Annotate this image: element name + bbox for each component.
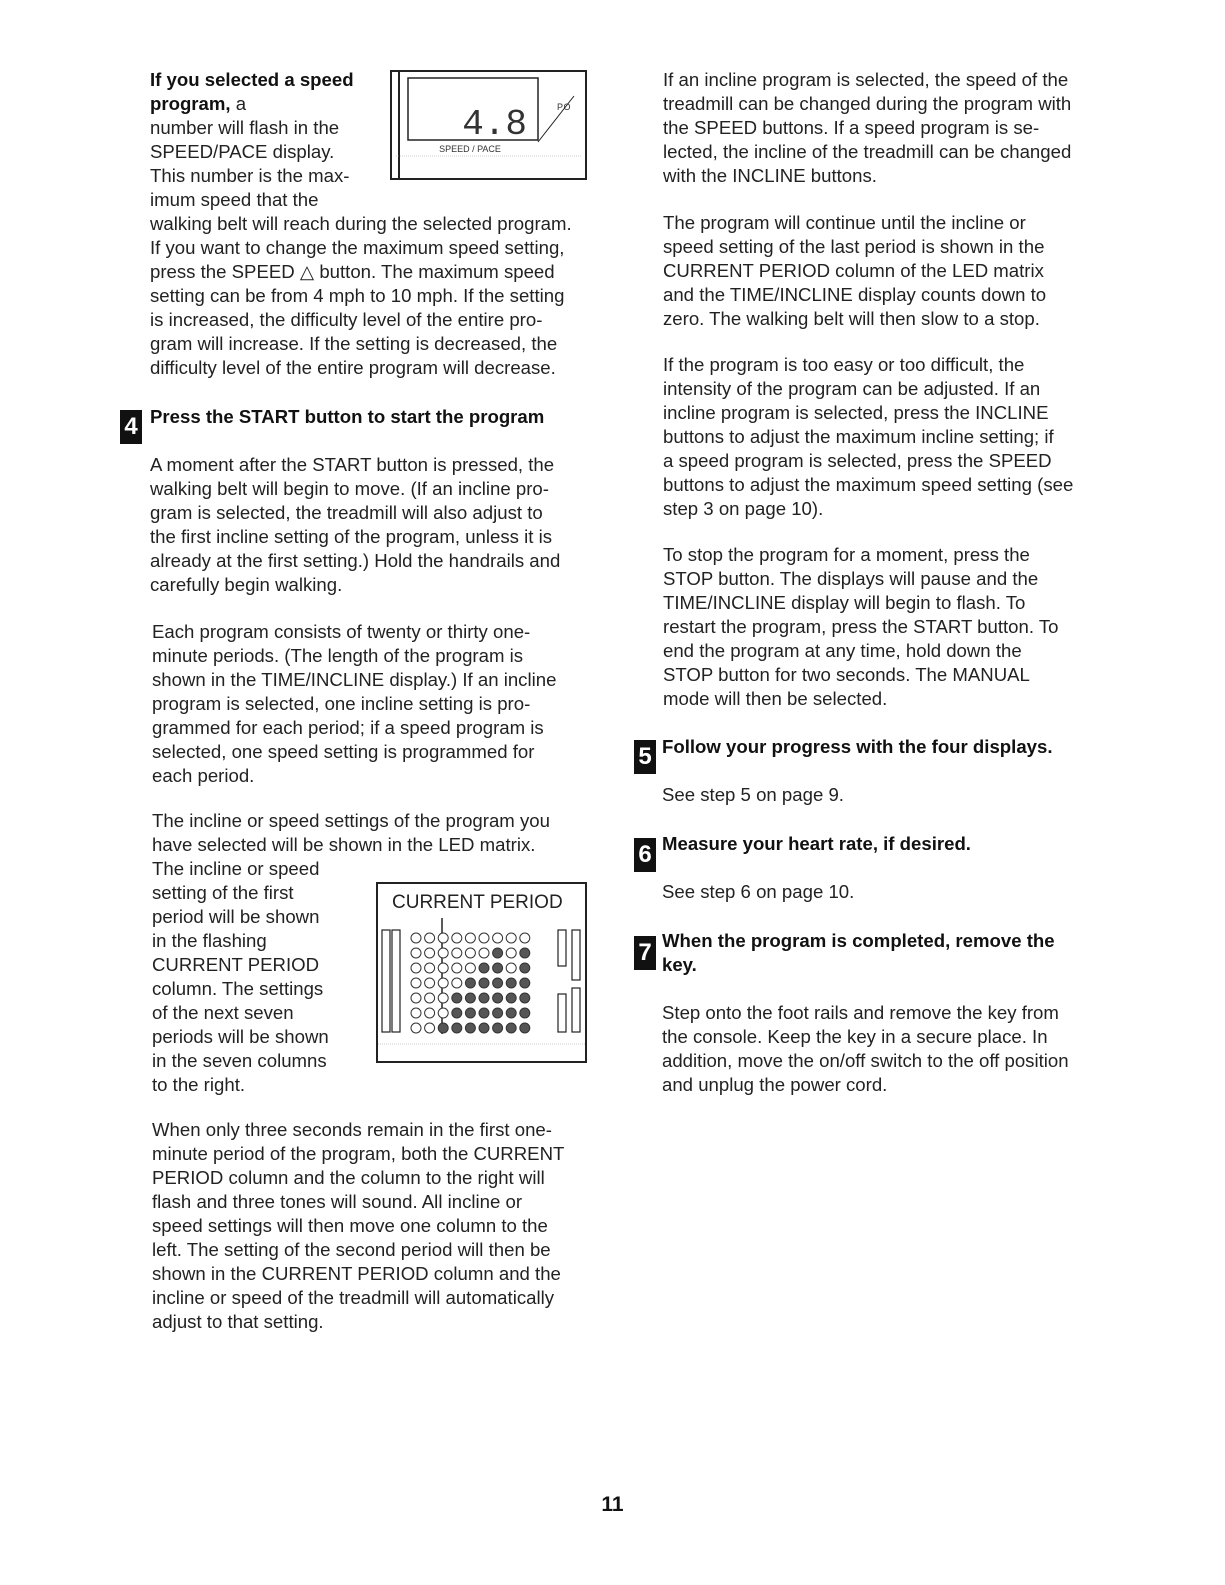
step-7-text — [662, 1001, 1112, 1097]
led-dot-lit — [438, 1023, 448, 1033]
cont-line: setting can be from 4 mph to 10 mph. If the setting — [150, 285, 565, 306]
led-dot — [452, 963, 462, 973]
text-line: To stop the program for a moment, press the — [663, 544, 1030, 565]
led-dot-lit — [479, 978, 489, 988]
led-dot-lit — [465, 978, 475, 988]
step-4-paragraph-4 — [152, 1118, 602, 1334]
text-line: with the INCLINE buttons. — [663, 165, 877, 186]
right-paragraph-3 — [663, 353, 1113, 521]
led-dot-lit — [520, 948, 530, 958]
led-dot-lit — [465, 1008, 475, 1018]
right-paragraph-1 — [663, 68, 1113, 188]
text-line: Each program consists of twenty or thirty one- — [152, 621, 531, 642]
step-5-badge: 5 — [634, 740, 656, 774]
step-7-heading — [662, 929, 1055, 977]
text-line: buttons to adjust the maximum incline setting; if — [663, 426, 1054, 447]
step-4-paragraph-1 — [150, 453, 600, 597]
text-line: shown in the TIME/INCLINE display.) If an incline — [152, 669, 557, 690]
speed-program-intro — [150, 68, 380, 212]
text-line: buttons to adjust the maximum speed setting (see — [663, 474, 1074, 495]
led-dot-lit — [479, 963, 489, 973]
text-line: step 3 on page 10). — [663, 498, 824, 519]
text-line: selected, one speed setting is programmed for — [152, 741, 535, 762]
text-line: flash and three tones will sound. All incline or — [152, 1191, 523, 1212]
text-line: in the flashing — [152, 930, 267, 951]
led-dot — [411, 948, 421, 958]
text-line: end the program at any time, hold down the — [663, 640, 1022, 661]
led-dot — [479, 948, 489, 958]
led-dot — [425, 978, 435, 988]
led-dot-lit — [493, 1023, 503, 1033]
text-line: Step onto the foot rails and remove the key from — [662, 1002, 1059, 1023]
text-line: grammed for each period; if a speed program is — [152, 717, 544, 738]
led-dot — [465, 963, 475, 973]
text-line: A moment after the START button is pressed, the — [150, 454, 555, 475]
led-dot — [506, 948, 516, 958]
step-6-text: See step 6 on page 10. — [662, 881, 855, 902]
right-paragraph-4 — [663, 543, 1113, 711]
led-dot-lit — [520, 978, 530, 988]
led-dot — [411, 1023, 421, 1033]
cont-line: is increased, the difficulty level of the entire pro- — [150, 309, 543, 330]
current-period-label: CURRENT PERIOD — [392, 892, 563, 913]
speed-program-continuation — [150, 212, 600, 380]
text-line: and unplug the power cord. — [662, 1074, 888, 1095]
text-line: the SPEED buttons. If a speed program is se- — [663, 117, 1040, 138]
led-dot — [520, 933, 530, 943]
text-line: period will be shown — [152, 906, 320, 927]
text-line: each period. — [152, 765, 255, 786]
text-line: CURRENT PERIOD — [152, 954, 320, 975]
text-line: PERIOD column and the column to the right will — [152, 1167, 545, 1188]
text-line: the first incline setting of the program, unless it is — [150, 526, 553, 547]
speed-pace-display — [392, 72, 585, 178]
text-line: STOP button. The displays will pause and the — [663, 568, 1039, 589]
led-dot — [411, 978, 421, 988]
led-dot-lit — [506, 978, 516, 988]
led-dot-lit — [506, 1023, 516, 1033]
text-line: a speed program is selected, press the SPEED — [663, 450, 1052, 471]
text-line: walking belt will begin to move. (If an incline pro- — [150, 478, 549, 499]
led-dot-lit — [493, 993, 503, 1003]
led-dot — [438, 978, 448, 988]
led-dot-lit — [506, 993, 516, 1003]
text-line: If the program is too easy or too difficult, the — [663, 354, 1025, 375]
led-dot-lit — [520, 1023, 530, 1033]
led-dot — [411, 993, 421, 1003]
heading-line: When the program is completed, remove the — [662, 930, 1055, 951]
text-line: zero. The walking belt will then slow to a stop. — [663, 308, 1040, 329]
text-line: column. The settings — [152, 978, 324, 999]
led-dot — [452, 978, 462, 988]
speed-program-lead: If you selected a speed program, — [150, 69, 354, 114]
text-line: minute periods. (The length of the program is — [152, 645, 524, 666]
step-6-badge: 6 — [634, 838, 656, 872]
led-dot — [411, 1008, 421, 1018]
cont-line: walking belt will reach during the selected program. — [150, 213, 572, 234]
text-line: incline program is selected, press the INCLINE — [663, 402, 1049, 423]
led-dot — [425, 1023, 435, 1033]
text-line: The program will continue until the incline or — [663, 212, 1026, 233]
display-digits: 4.8 — [462, 104, 527, 145]
text-line: intensity of the program can be adjusted. If an — [663, 378, 1041, 399]
led-dot-lit — [493, 963, 503, 973]
cont-line: difficulty level of the entire program will decrease. — [150, 357, 556, 378]
led-dot-lit — [493, 1008, 503, 1018]
led-dot-lit — [493, 948, 503, 958]
text-line: If an incline program is selected, the speed of the — [663, 69, 1069, 90]
display-aux: PO — [557, 102, 572, 112]
intro-line: SPEED/PACE display. — [150, 141, 335, 162]
heading-line: key. — [662, 954, 697, 975]
led-matrix-figure — [376, 882, 587, 1063]
text-line: setting of the first — [152, 882, 294, 903]
text-line: adjust to that setting. — [152, 1311, 324, 1332]
led-dot-lit — [452, 1023, 462, 1033]
text-line: in the seven columns — [152, 1050, 327, 1071]
led-dot — [425, 933, 435, 943]
led-dot — [465, 948, 475, 958]
text-line: speed settings will then move one column to the — [152, 1215, 548, 1236]
step-4-badge: 4 — [120, 410, 142, 444]
page-number: 11 — [601, 1493, 624, 1516]
intro-line: This number is the max- — [150, 165, 350, 186]
step-5-heading: Follow your progress with the four displays. — [662, 736, 1053, 757]
text-line: lected, the incline of the treadmill can be changed — [663, 141, 1072, 162]
led-dot-lit — [520, 963, 530, 973]
led-dot — [438, 993, 448, 1003]
led-dot-lit — [520, 993, 530, 1003]
led-matrix — [378, 884, 585, 1061]
text-line: TIME/INCLINE display will begin to flash. To — [663, 592, 1026, 613]
display-label: SPEED / PACE — [439, 144, 501, 154]
right-paragraph-2 — [663, 211, 1113, 331]
led-dot — [465, 933, 475, 943]
intro-line: imum speed that the — [150, 189, 319, 210]
led-dot — [438, 948, 448, 958]
text-line: addition, move the on/off switch to the off position — [662, 1050, 1069, 1071]
led-dot — [452, 948, 462, 958]
text-line: of the next seven — [152, 1002, 294, 1023]
text-line: the console. Keep the key in a secure place. In — [662, 1026, 1048, 1047]
text-line: to the right. — [152, 1074, 246, 1095]
text-line: already at the first setting.) Hold the handrails and — [150, 550, 561, 571]
intro-line: a — [235, 93, 247, 114]
led-dot — [438, 963, 448, 973]
step-7-badge: 7 — [634, 936, 656, 970]
led-dot — [479, 933, 489, 943]
led-dot-lit — [452, 1008, 462, 1018]
text-line: incline or speed of the treadmill will automatically — [152, 1287, 555, 1308]
text-line: The incline or speed — [152, 858, 320, 879]
cont-line: If you want to change the maximum speed setting, — [150, 237, 565, 258]
step-5-text: See step 5 on page 9. — [662, 784, 844, 805]
text-line: minute period of the program, both the CURRENT — [152, 1143, 565, 1164]
text-line: treadmill can be changed during the program with — [663, 93, 1072, 114]
step-6-heading: Measure your heart rate, if desired. — [662, 833, 971, 854]
text-line: have selected will be shown in the LED matrix. — [152, 834, 536, 855]
text-line: program is selected, one incline setting is pro- — [152, 693, 531, 714]
led-dot-lit — [479, 1023, 489, 1033]
led-dot — [506, 963, 516, 973]
intro-line: number will flash in the — [150, 117, 340, 138]
led-dot-lit — [479, 1008, 489, 1018]
cont-line: gram will increase. If the setting is decreased, the — [150, 333, 558, 354]
led-dot-lit — [520, 1008, 530, 1018]
led-dot-lit — [465, 993, 475, 1003]
speed-pace-display-figure — [390, 70, 587, 180]
led-dot — [425, 948, 435, 958]
text-line: When only three seconds remain in the first one- — [152, 1119, 552, 1140]
text-line: The incline or speed settings of the program you — [152, 810, 550, 831]
led-dot — [411, 933, 421, 943]
text-line: STOP button for two seconds. The MANUAL — [663, 664, 1030, 685]
cont-line: press the SPEED △ button. The maximum speed — [150, 261, 555, 282]
step-4-paragraph-2 — [152, 620, 602, 788]
led-dot — [438, 933, 448, 943]
led-dot-lit — [452, 993, 462, 1003]
text-line: speed setting of the last period is shown in the — [663, 236, 1045, 257]
led-dot-lit — [465, 1023, 475, 1033]
text-line: left. The setting of the second period will then be — [152, 1239, 551, 1260]
text-line: shown in the CURRENT PERIOD column and the — [152, 1263, 561, 1284]
step-4-heading: Press the START button to start the program — [150, 406, 545, 427]
text-line: periods will be shown — [152, 1026, 329, 1047]
text-line: and the TIME/INCLINE display counts down to — [663, 284, 1047, 305]
led-dot-lit — [479, 993, 489, 1003]
led-dot — [493, 933, 503, 943]
led-dot-lit — [506, 1008, 516, 1018]
text-line: mode will then be selected. — [663, 688, 888, 709]
led-dot — [438, 1008, 448, 1018]
led-dot — [425, 1008, 435, 1018]
led-dot — [425, 963, 435, 973]
led-dot — [411, 963, 421, 973]
text-line: restart the program, press the START button. To — [663, 616, 1059, 637]
led-dot — [452, 933, 462, 943]
text-line: gram is selected, the treadmill will also adjust to — [150, 502, 543, 523]
led-dot — [506, 933, 516, 943]
text-line: CURRENT PERIOD column of the LED matrix — [663, 260, 1044, 281]
led-dot-lit — [493, 978, 503, 988]
led-dot — [425, 993, 435, 1003]
text-line: carefully begin walking. — [150, 574, 343, 595]
